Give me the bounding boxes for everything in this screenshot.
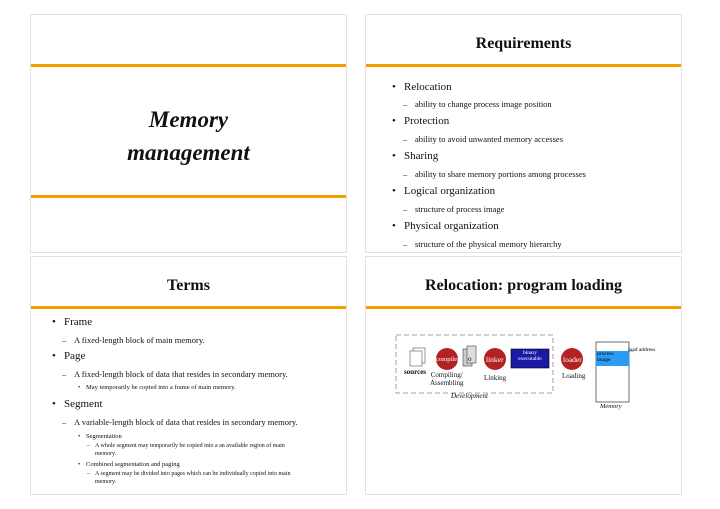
binary-executable-label: binary executable: [518, 350, 542, 362]
bullet-item: • Protection: [392, 115, 450, 127]
title-line-1: Memory: [148, 107, 229, 132]
slide-memory-management: [31, 15, 346, 252]
bullet-item: • Page: [52, 350, 86, 362]
sub-item: – A fixed-length block of data that resides in secondary memory.: [62, 369, 288, 379]
detail-item: – A segment may be divided into pages which can be individually copied into main: [87, 471, 291, 477]
bullet-item: • Logical organization: [392, 185, 496, 197]
title-line-2: management: [127, 140, 250, 165]
loading-label: Loading: [562, 372, 586, 380]
process-image-label: process image: [597, 351, 614, 363]
bullet-item: • Relocation: [392, 81, 452, 93]
header-divider: [31, 306, 346, 309]
sub-item: – structure of the physical memory hierarchy: [403, 239, 562, 249]
development-label: Development: [451, 392, 488, 400]
sub-item: – A variable-length block of data that resides in secondary memory.: [62, 417, 298, 427]
sub-item: – structure of process image: [403, 204, 505, 214]
compiling-label: Compiling/ Assembling: [430, 371, 464, 387]
detail-item: – A whole segment may temporarily be copied into a an available region of main: [87, 443, 285, 449]
bullet-item: • Frame: [52, 316, 93, 328]
sources-icon: [410, 348, 425, 366]
bullet-item: • Sharing: [392, 150, 439, 162]
footer-divider: [31, 195, 346, 198]
slide-relocation: [366, 257, 681, 494]
linking-label: Linking: [484, 374, 507, 382]
slide-title: Terms: [167, 277, 210, 294]
sub-sub-item: • Segmentation: [78, 433, 122, 440]
slide-terms: [31, 257, 346, 494]
slide-title: [31, 103, 346, 169]
linker-label: linker: [486, 355, 504, 364]
header-divider: [31, 64, 346, 67]
sub-item: – ability to share memory portions among processes: [403, 169, 586, 179]
compiler-label: compiler: [436, 356, 460, 363]
detail-item-cont: memory.: [95, 451, 117, 457]
slide-title: Requirements: [475, 35, 572, 52]
bullet-item: • Physical organization: [392, 220, 499, 232]
sources-label: sources: [404, 368, 427, 376]
sub-item: – A fixed-length block of main memory.: [62, 335, 205, 345]
detail-item-cont: memory.: [95, 479, 117, 485]
slide-requirements: [366, 15, 681, 252]
memory-label: Memory: [600, 403, 622, 410]
bullet-item: • Segment: [52, 398, 103, 410]
slide-title: Relocation: program loading: [424, 277, 623, 294]
sub-item: – ability to avoid unwanted memory accesses: [403, 134, 563, 144]
sub-item: – ability to change process image position: [403, 99, 552, 109]
header-divider: [366, 64, 681, 67]
object-label: o: [468, 355, 472, 363]
sub-sub-item: • Combined segmentation and paging: [78, 461, 180, 468]
loader-label: loader: [563, 355, 582, 364]
sub-sub-item: • May temporarily be copied into a frame of main memory.: [78, 384, 236, 391]
load-address-label: load address: [628, 347, 656, 353]
